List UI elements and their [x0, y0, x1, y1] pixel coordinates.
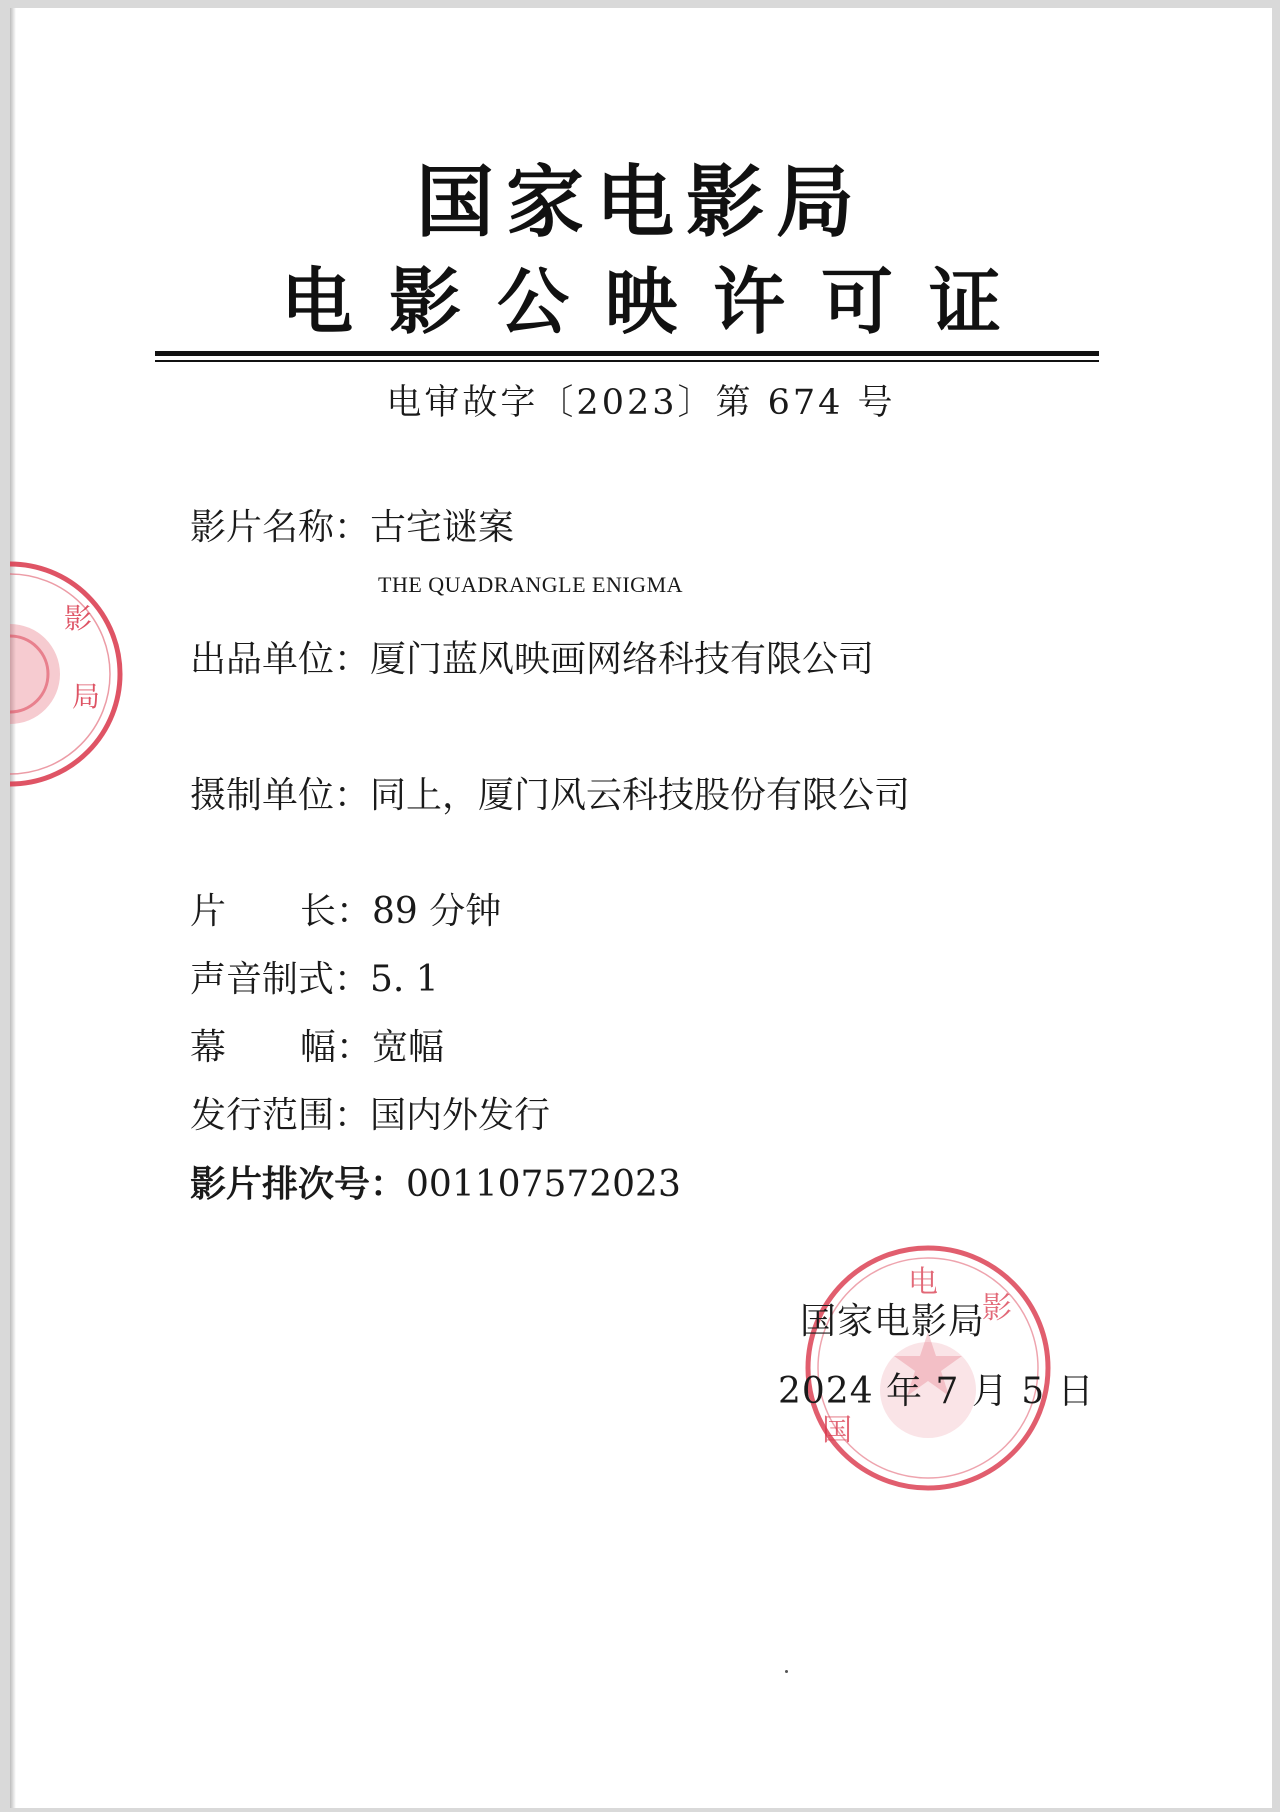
right-seal-char-2: 影	[982, 1291, 1012, 1326]
screen-format-label-1: 幕	[190, 1027, 301, 1068]
field-length	[190, 888, 501, 936]
field-distribution	[190, 1092, 550, 1140]
film-serial-value: 001107572023	[406, 1164, 681, 1205]
field-sound-format	[190, 956, 439, 1004]
left-seal-char-1: 影	[64, 602, 93, 635]
certificate-page	[10, 8, 1272, 1808]
sound-format-label: 声音制式：	[190, 959, 371, 1000]
issue-date: 2024 年 7 月 5 日	[778, 1371, 1095, 1412]
producer-value: 厦门蓝风映画网络科技有限公司	[370, 639, 875, 680]
authority-title: 国家电影局	[415, 158, 866, 248]
field-film-serial	[190, 1160, 681, 1209]
left-official-seal	[10, 556, 128, 792]
field-film-name	[190, 504, 514, 552]
issuer-name: 国家电影局	[800, 1301, 986, 1342]
scan-speck	[785, 1670, 788, 1673]
document-number: 电审故字〔2023〕第 674 号	[386, 383, 896, 423]
distribution-value: 国内外发行	[370, 1095, 551, 1136]
field-screen-format	[190, 1024, 444, 1072]
sound-format-value: 5. 1	[370, 959, 439, 1000]
length-label-2: 长：	[300, 891, 373, 932]
left-seal-char-2: 局	[72, 680, 101, 713]
field-production	[190, 772, 910, 820]
film-name-value: 古宅谜案	[370, 507, 515, 548]
length-value: 89 分钟	[372, 891, 502, 932]
film-english-title: THE QUADRANGLE ENIGMA	[378, 572, 684, 597]
right-seal-char-3: 国	[822, 1413, 852, 1448]
production-label: 摄制单位：	[190, 775, 371, 816]
length-label-1: 片	[190, 891, 301, 932]
right-seal-char-1: 电	[908, 1265, 938, 1300]
distribution-label: 发行范围：	[190, 1095, 371, 1136]
producer-label: 出品单位：	[190, 639, 371, 680]
film-name-label: 影片名称：	[190, 507, 371, 548]
title-rule-thin	[155, 360, 1099, 362]
film-serial-label: 影片排次号：	[190, 1163, 407, 1205]
field-producer	[190, 636, 874, 684]
title-rule-thick	[155, 351, 1099, 356]
certificate-title: 电影公映许可证	[280, 260, 1037, 344]
screen-format-value: 宽幅	[372, 1027, 445, 1068]
screen-format-label-2: 幅：	[300, 1027, 373, 1068]
production-value: 同上，厦门风云科技股份有限公司	[370, 775, 911, 816]
